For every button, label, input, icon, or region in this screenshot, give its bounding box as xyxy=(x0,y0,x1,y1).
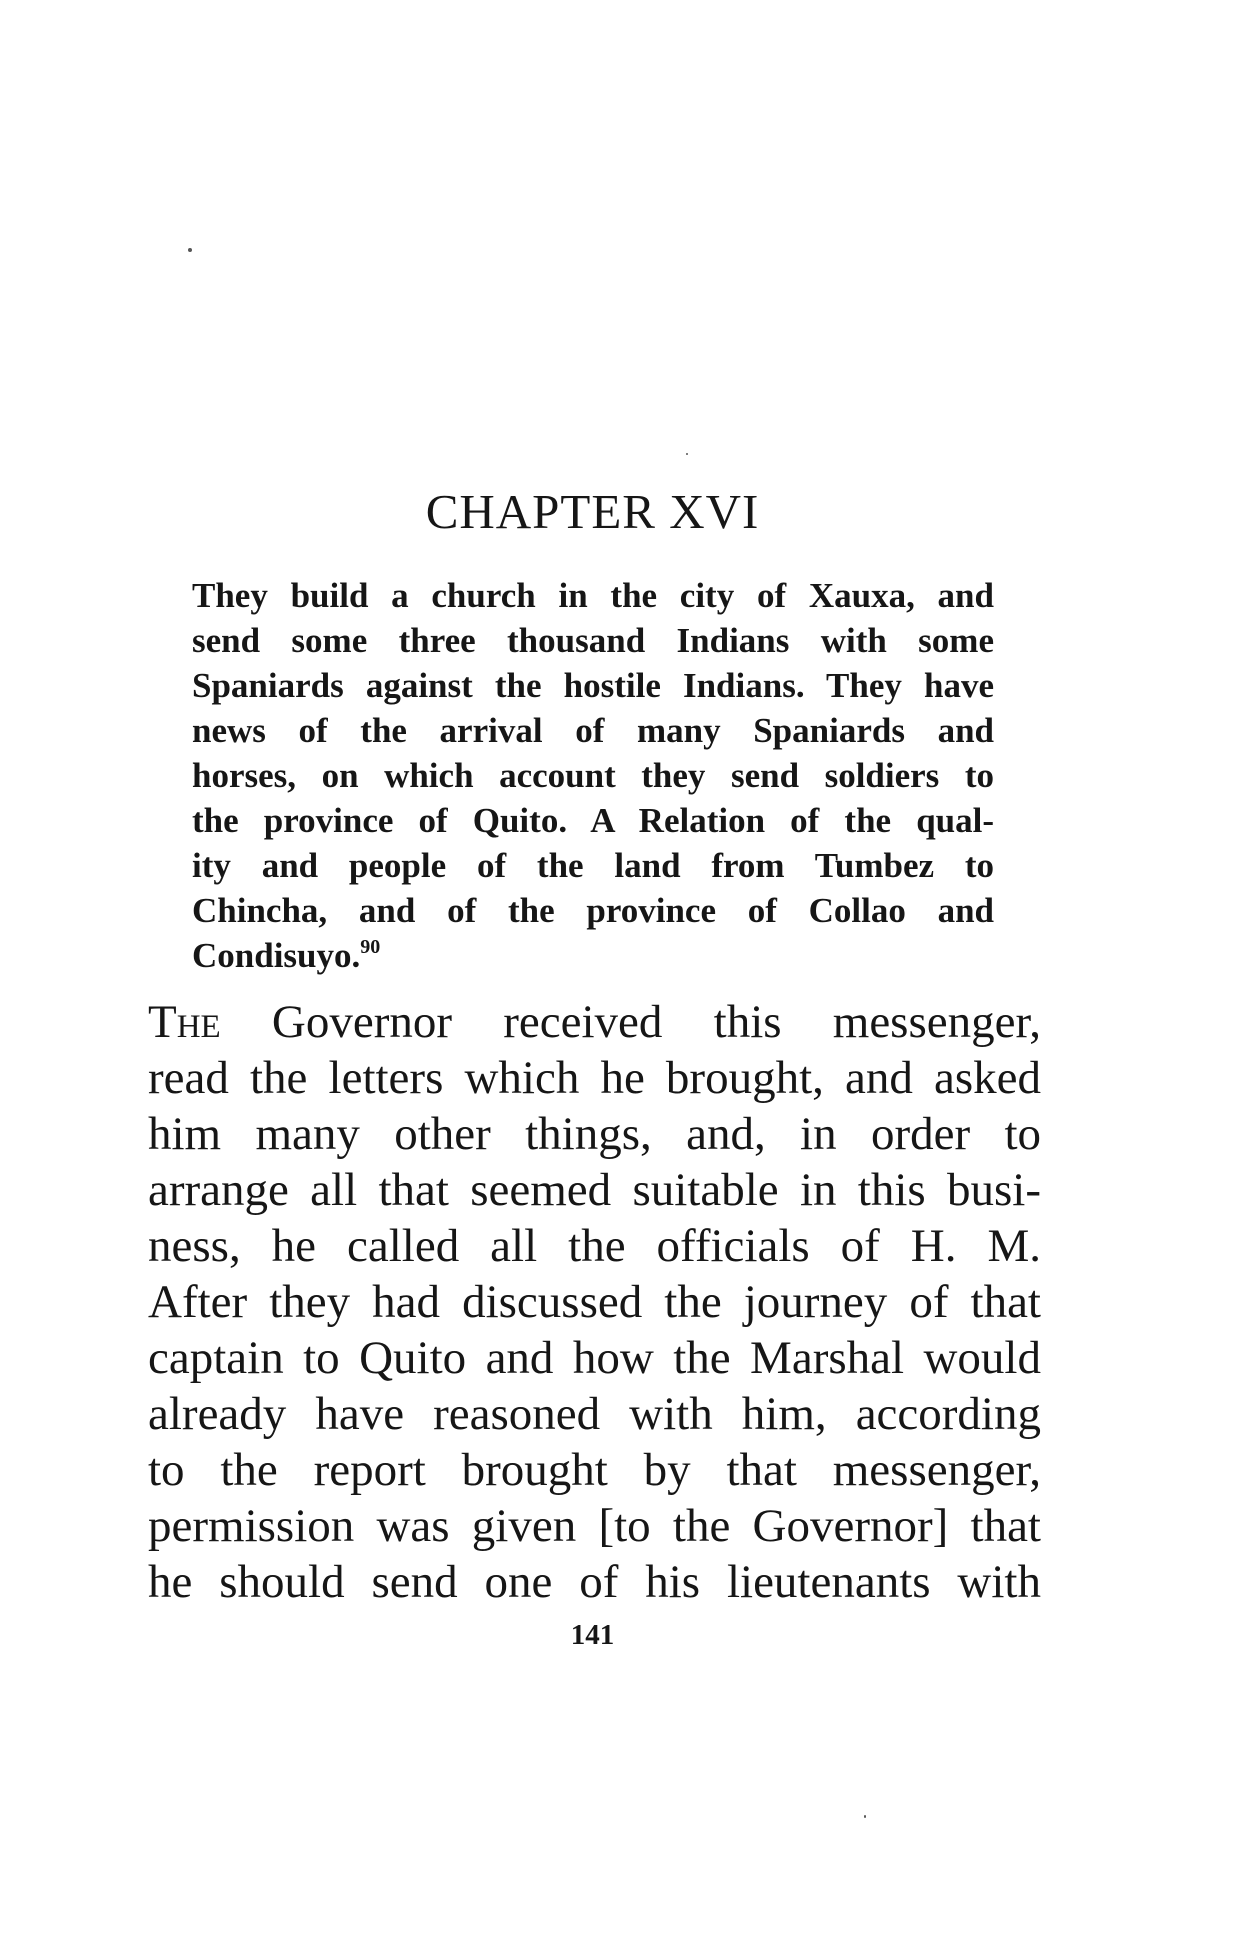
summary-line: Spaniards against the hostile Indians. They have xyxy=(192,666,994,705)
page-number: 141 xyxy=(570,1619,615,1651)
summary-line: They build a church in the city of Xauxa, and xyxy=(192,576,994,615)
summary-line: Condisuyo. xyxy=(192,936,361,975)
body-line: to the report brought by that messenger, xyxy=(148,1444,1041,1496)
summary-last-line xyxy=(192,933,994,978)
chapter-title: CHAPTER XVI xyxy=(425,484,760,539)
summary-line: Chincha, and of the province of Collao and xyxy=(192,891,994,930)
chapter-summary xyxy=(192,573,994,978)
summary-line: the province of Quito. A Relation of the qual- xyxy=(192,801,994,840)
body-line: captain to Quito and how the Marshal would xyxy=(148,1332,1041,1384)
summary-line: news of the arrival of many Spaniards and xyxy=(192,711,994,750)
summary-line: horses, on which account they send soldiers to xyxy=(192,756,994,795)
body-line: already have reasoned with him, according xyxy=(148,1388,1041,1440)
scan-speck xyxy=(686,453,688,455)
body-line: ness, he called all the officials of H. M. xyxy=(148,1220,1041,1272)
body-first-line xyxy=(148,994,1041,1050)
lead-word: The xyxy=(148,996,221,1048)
summary-line: send some three thousand Indians with some xyxy=(192,621,994,660)
summary-line: ity and people of the land from Tumbez to xyxy=(192,846,994,885)
scan-speck xyxy=(864,1815,866,1818)
body-line: After they had discussed the journey of that xyxy=(148,1276,1041,1328)
body-line: arrange all that seemed suitable in this busi- xyxy=(148,1164,1041,1216)
body-line: permission was given [to the Governor] that xyxy=(148,1500,1041,1552)
body-line: he should send one of his lieutenants with xyxy=(148,1556,1041,1608)
body-line: read the letters which he brought, and asked xyxy=(148,1052,1041,1104)
footnote-reference[interactable]: 90 xyxy=(360,936,381,958)
body-line: him many other things, and, in order to xyxy=(148,1108,1041,1160)
scan-speck xyxy=(188,248,192,252)
body-paragraph xyxy=(148,994,1041,1610)
body-line: Governor received this messenger, xyxy=(220,996,1041,1048)
